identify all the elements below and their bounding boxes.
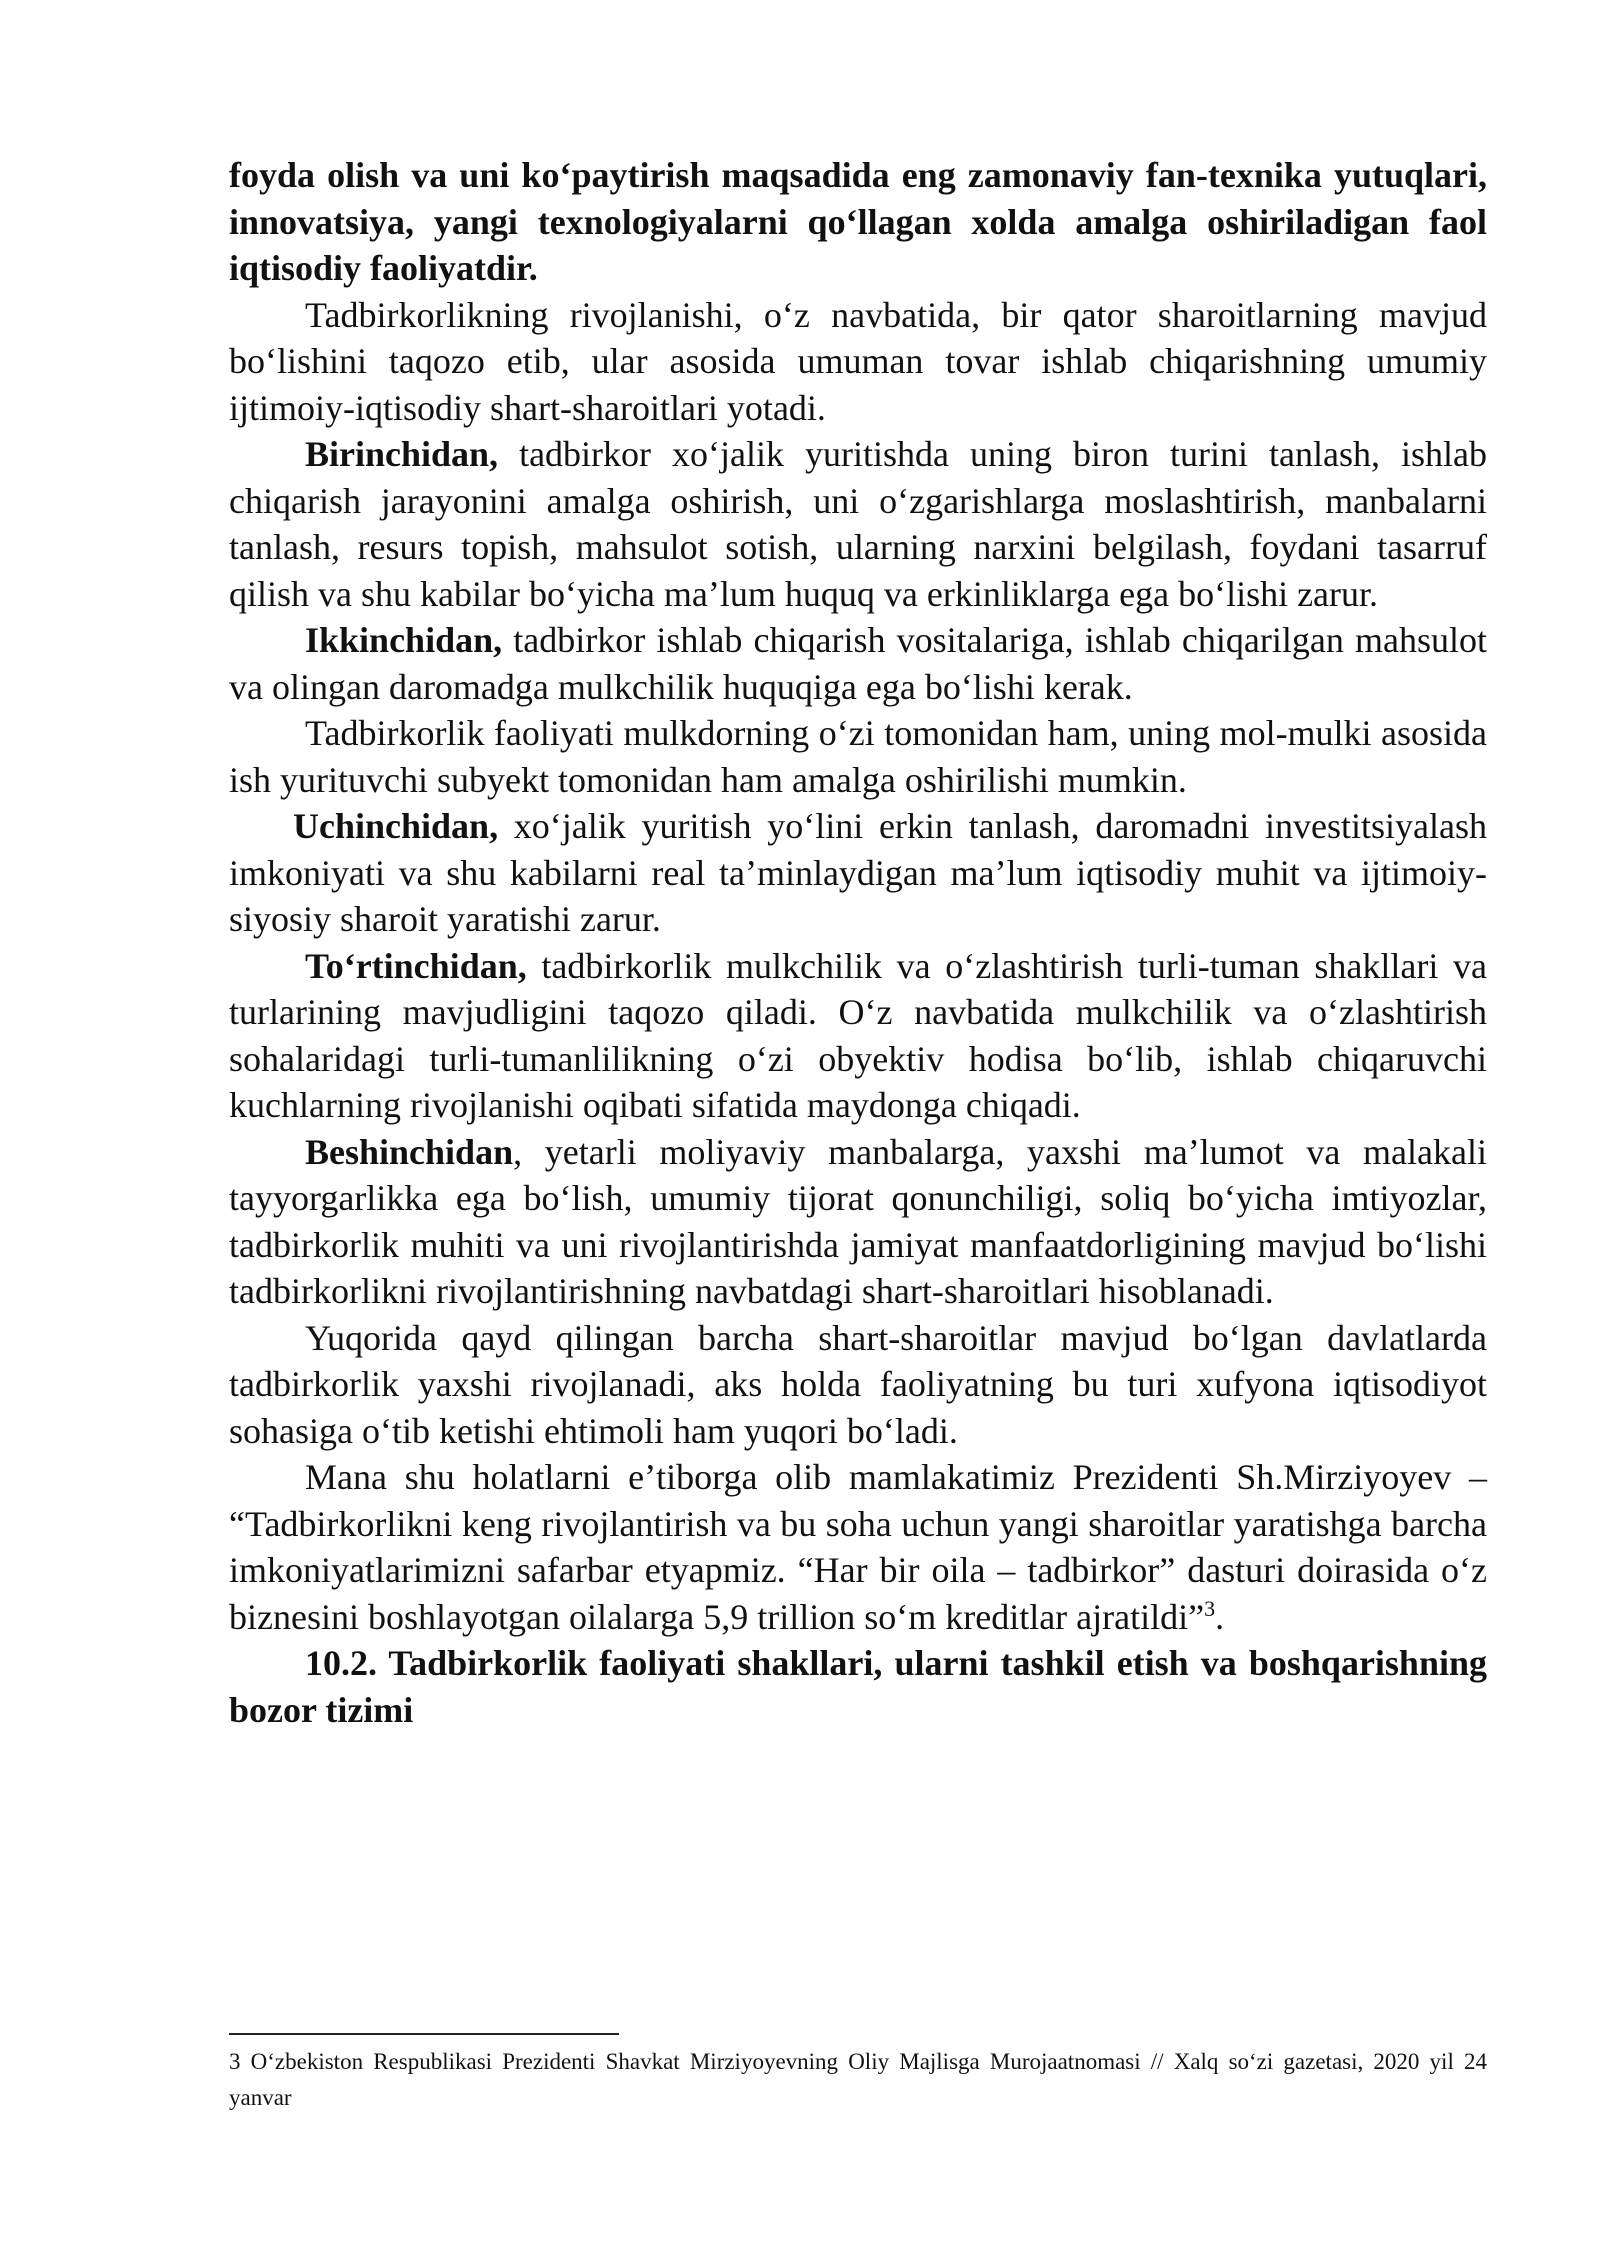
footnote-reference[interactable]: 3 xyxy=(1204,1595,1216,1621)
second-condition-text: tadbirkor ishlab chiqarish vositalariga, ishlab chiqarilgan mahsulot va olingan daromadga mulkchilik huquqiga ega boʻlishi kerak. xyxy=(229,620,1487,707)
fifth-condition-paragraph xyxy=(229,1129,1487,1315)
second-condition-label: Ikkinchidan, xyxy=(305,620,503,660)
president-quote-text: Mana shu holatlarni eʼtiborga olib mamlakatimiz Prezidenti Sh.Mirziyoyev – “Tadbirkorlikni keng rivojlantirish va bu soha uchun yangi sharoitlar yaratishga barcha imkoniyatlarimizni safarbar etyapmiz. “Har bir oila – tadbirkor” dasturi doirasida oʻz biznesini boshlayotgan oilalarga 5,9 trillion soʻm kreditlar ajratildi” xyxy=(229,1457,1487,1637)
fourth-condition-label: Toʻrtinchidan, xyxy=(305,945,527,986)
footnote-separator xyxy=(229,2033,619,2035)
fifth-condition-text: , yetarli moliyaviy manbalarga, yaxshi maʼlumot va malakali tayyorgarlikka ega boʻlish, umumiy tijorat qonunchiligi, soliq boʻyicha imtiyozlar, tadbirkorlik muhiti va uni rivojlantirishda jamiyat manfaatdorligining mavjud boʻlishi tadbirkorlikni rivojlantirishning navbatdagi shart-sharoitlari hisoblanadi. xyxy=(229,1131,1487,1311)
first-condition-paragraph xyxy=(229,431,1487,617)
body-text xyxy=(229,152,1487,1733)
president-paragraph-end: . xyxy=(1215,1596,1225,1637)
fourth-condition-paragraph xyxy=(229,943,1487,1129)
third-condition-text: xoʻjalik yuritish yoʻlini erkin tanlash, daromadni investitsiyalash imkoniyati va shu kabilarni real taʼminlaydigan maʼlum iqtisodiy muhit va ijtimoiy-siyosiy sharoit yaratishi zarur. xyxy=(229,806,1487,939)
third-condition-label: Uchinchidan, xyxy=(293,806,499,846)
first-condition-text: tadbirkor xoʻjalik yuritishda uning biron turini tanlash, ishlab chiqarish jarayonini amalga oshirish, uni oʻzgarishlarga moslashtirish, manbalarni tanlash, resurs topish, mahsulot sotish, ularning narxini belgilash, foydani tasarruf qilish va shu kabilar boʻyicha maʼlum huquq va erkinliklarga ega boʻlishi zarur. xyxy=(229,434,1487,614)
fifth-condition-label: Beshinchidan xyxy=(305,1131,514,1172)
ownership-paragraph: Tadbirkorlik faoliyati mulkdorning oʻzi tomonidan ham, uning mol-mulki asosida ish yurituvchi subyekt tomonidan ham amalga oshirilishi mumkin. xyxy=(229,713,1487,800)
states-paragraph: Yuqorida qayd qilingan barcha shart-sharoitlar mavjud boʻlgan davlatlarda tadbirkorlik yaxshi rivojlanadi, aks holda faoliyatning bu turi xufyona iqtisodiyot sohasiga oʻtib ketishi ehtimoli ham yuqori boʻladi. xyxy=(229,1317,1487,1451)
footnote-text: 3 Oʻzbekiston Respublikasi Prezidenti Shavkat Mirziyoyevning Oliy Majlisga Murojaatnomasi // Xalq soʻzi gazetasi, 2020 yil 24 yanvar xyxy=(229,2049,1487,2110)
second-condition-paragraph xyxy=(229,617,1487,710)
fourth-condition-text: tadbirkorlik mulkchilik va oʻzlashtirish turli-tuman shakllari va turlarining mavjudligini taqozo qiladi. Oʻz navbatida mulkchilik va oʻzlashtirish sohalaridagi turli-tumanlilikning oʻzi obyektiv hodisa boʻlib, ishlab chiqaruvchi kuchlarning rivojlanishi oqibati sifatida maydonga chiqadi. xyxy=(229,945,1487,1125)
president-paragraph xyxy=(229,1454,1487,1640)
intro-paragraph: foyda olish va uni koʻpaytirish maqsadida eng zamonaviy fan-texnika yutuqlari, innovatsiya, yangi texnologiyalarni qoʻllagan xolda amalga oshiriladigan faol iqtisodiy faoliyatdir. xyxy=(229,155,1487,288)
third-condition-paragraph xyxy=(229,803,1487,943)
section-heading: 10.2. Tadbirkorlik faoliyati shakllari, ularni tashkil etish va boshqarishning bozor tizimi xyxy=(229,1643,1487,1730)
first-condition-label: Birinchidan, xyxy=(305,434,499,474)
conditions-paragraph: Tadbirkorlikning rivojlanishi, oʻz navbatida, bir qator sharoitlarning mavjud boʻlishini taqozo etib, ular asosida umuman tovar ishlab chiqarishning umumiy ijtimoiy-iqtisodiy shart-sharoitlari yotadi. xyxy=(229,294,1487,428)
